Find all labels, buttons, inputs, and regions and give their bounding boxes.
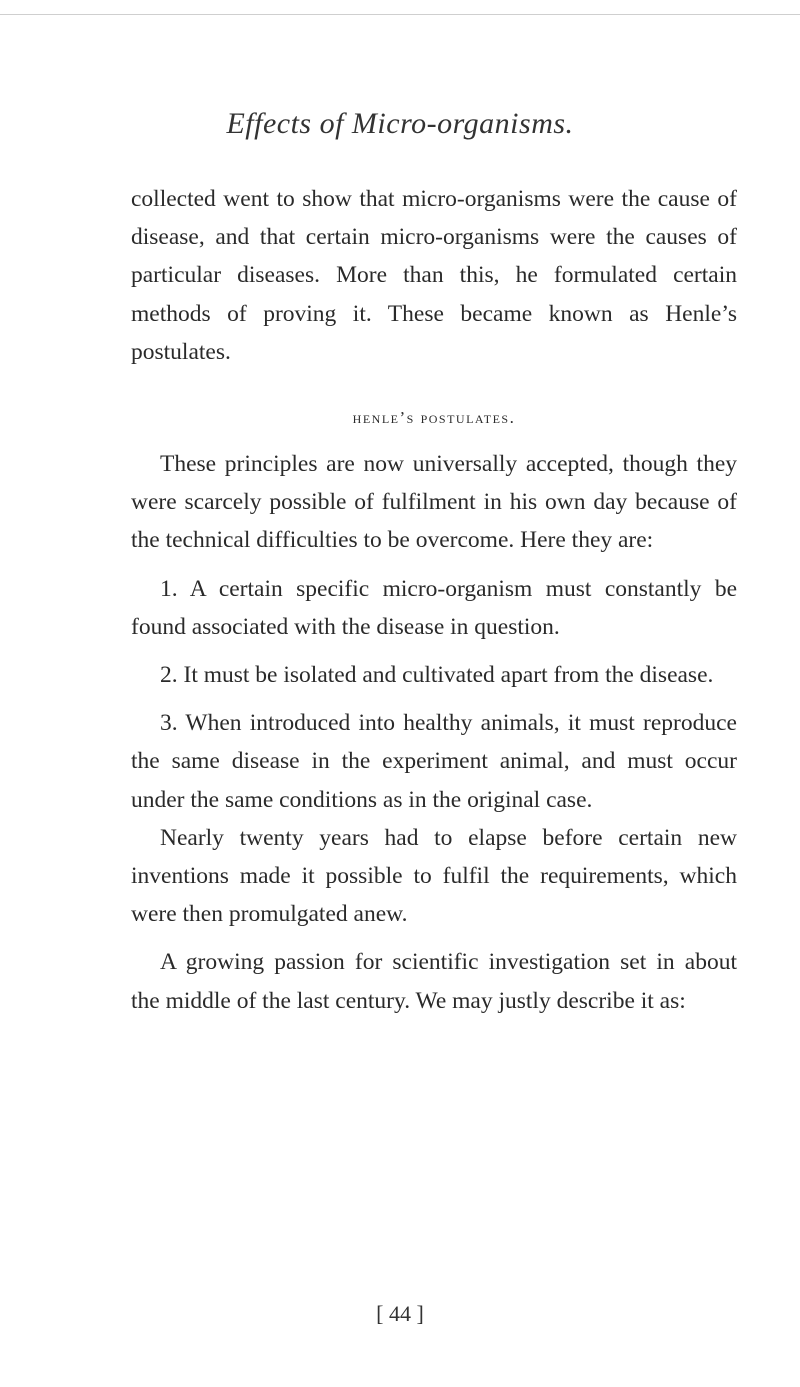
postulate-2: 2. It must be isolated and cultivated apart from the disease. <box>160 662 714 689</box>
paragraph-after-list: Nearly twenty years had to elapse before certain new inventions made it possible to fulfil the requirements, which were then promulgated anew. <box>131 824 737 928</box>
running-head: Effects of Micro-organisms. <box>226 107 574 140</box>
intro-paragraph: These principles are now universally accepted, though they were scarcely possible of fulfilment in his own day because of the technical difficulties to be overcome. Here they are: <box>131 451 737 554</box>
page-number: [ 44 ] <box>376 1301 424 1326</box>
page-body <box>131 180 737 1020</box>
postulate-3: 3. When introduced into healthy animals, it must reproduce the same disease in the experiment animal, and must occur under the same conditions as in the original case. <box>131 710 737 813</box>
closing-paragraph: A growing passion for scientific investigation set in about the middle of the last century. We may justly describe it as: <box>131 949 737 1014</box>
section-heading: henle’s postulates. <box>352 408 516 428</box>
continuation-paragraph: collected went to show that micro-organisms were the cause of disease, and that certain micro-organisms were the causes of particular diseases. More than this, he formulated certain methods of proving it. These became known as Henle’s postulates. <box>131 186 737 365</box>
top-rule <box>0 14 800 15</box>
postulate-1: 1. A certain specific micro-organism must constantly be found associated with the disease in question. <box>131 575 737 640</box>
